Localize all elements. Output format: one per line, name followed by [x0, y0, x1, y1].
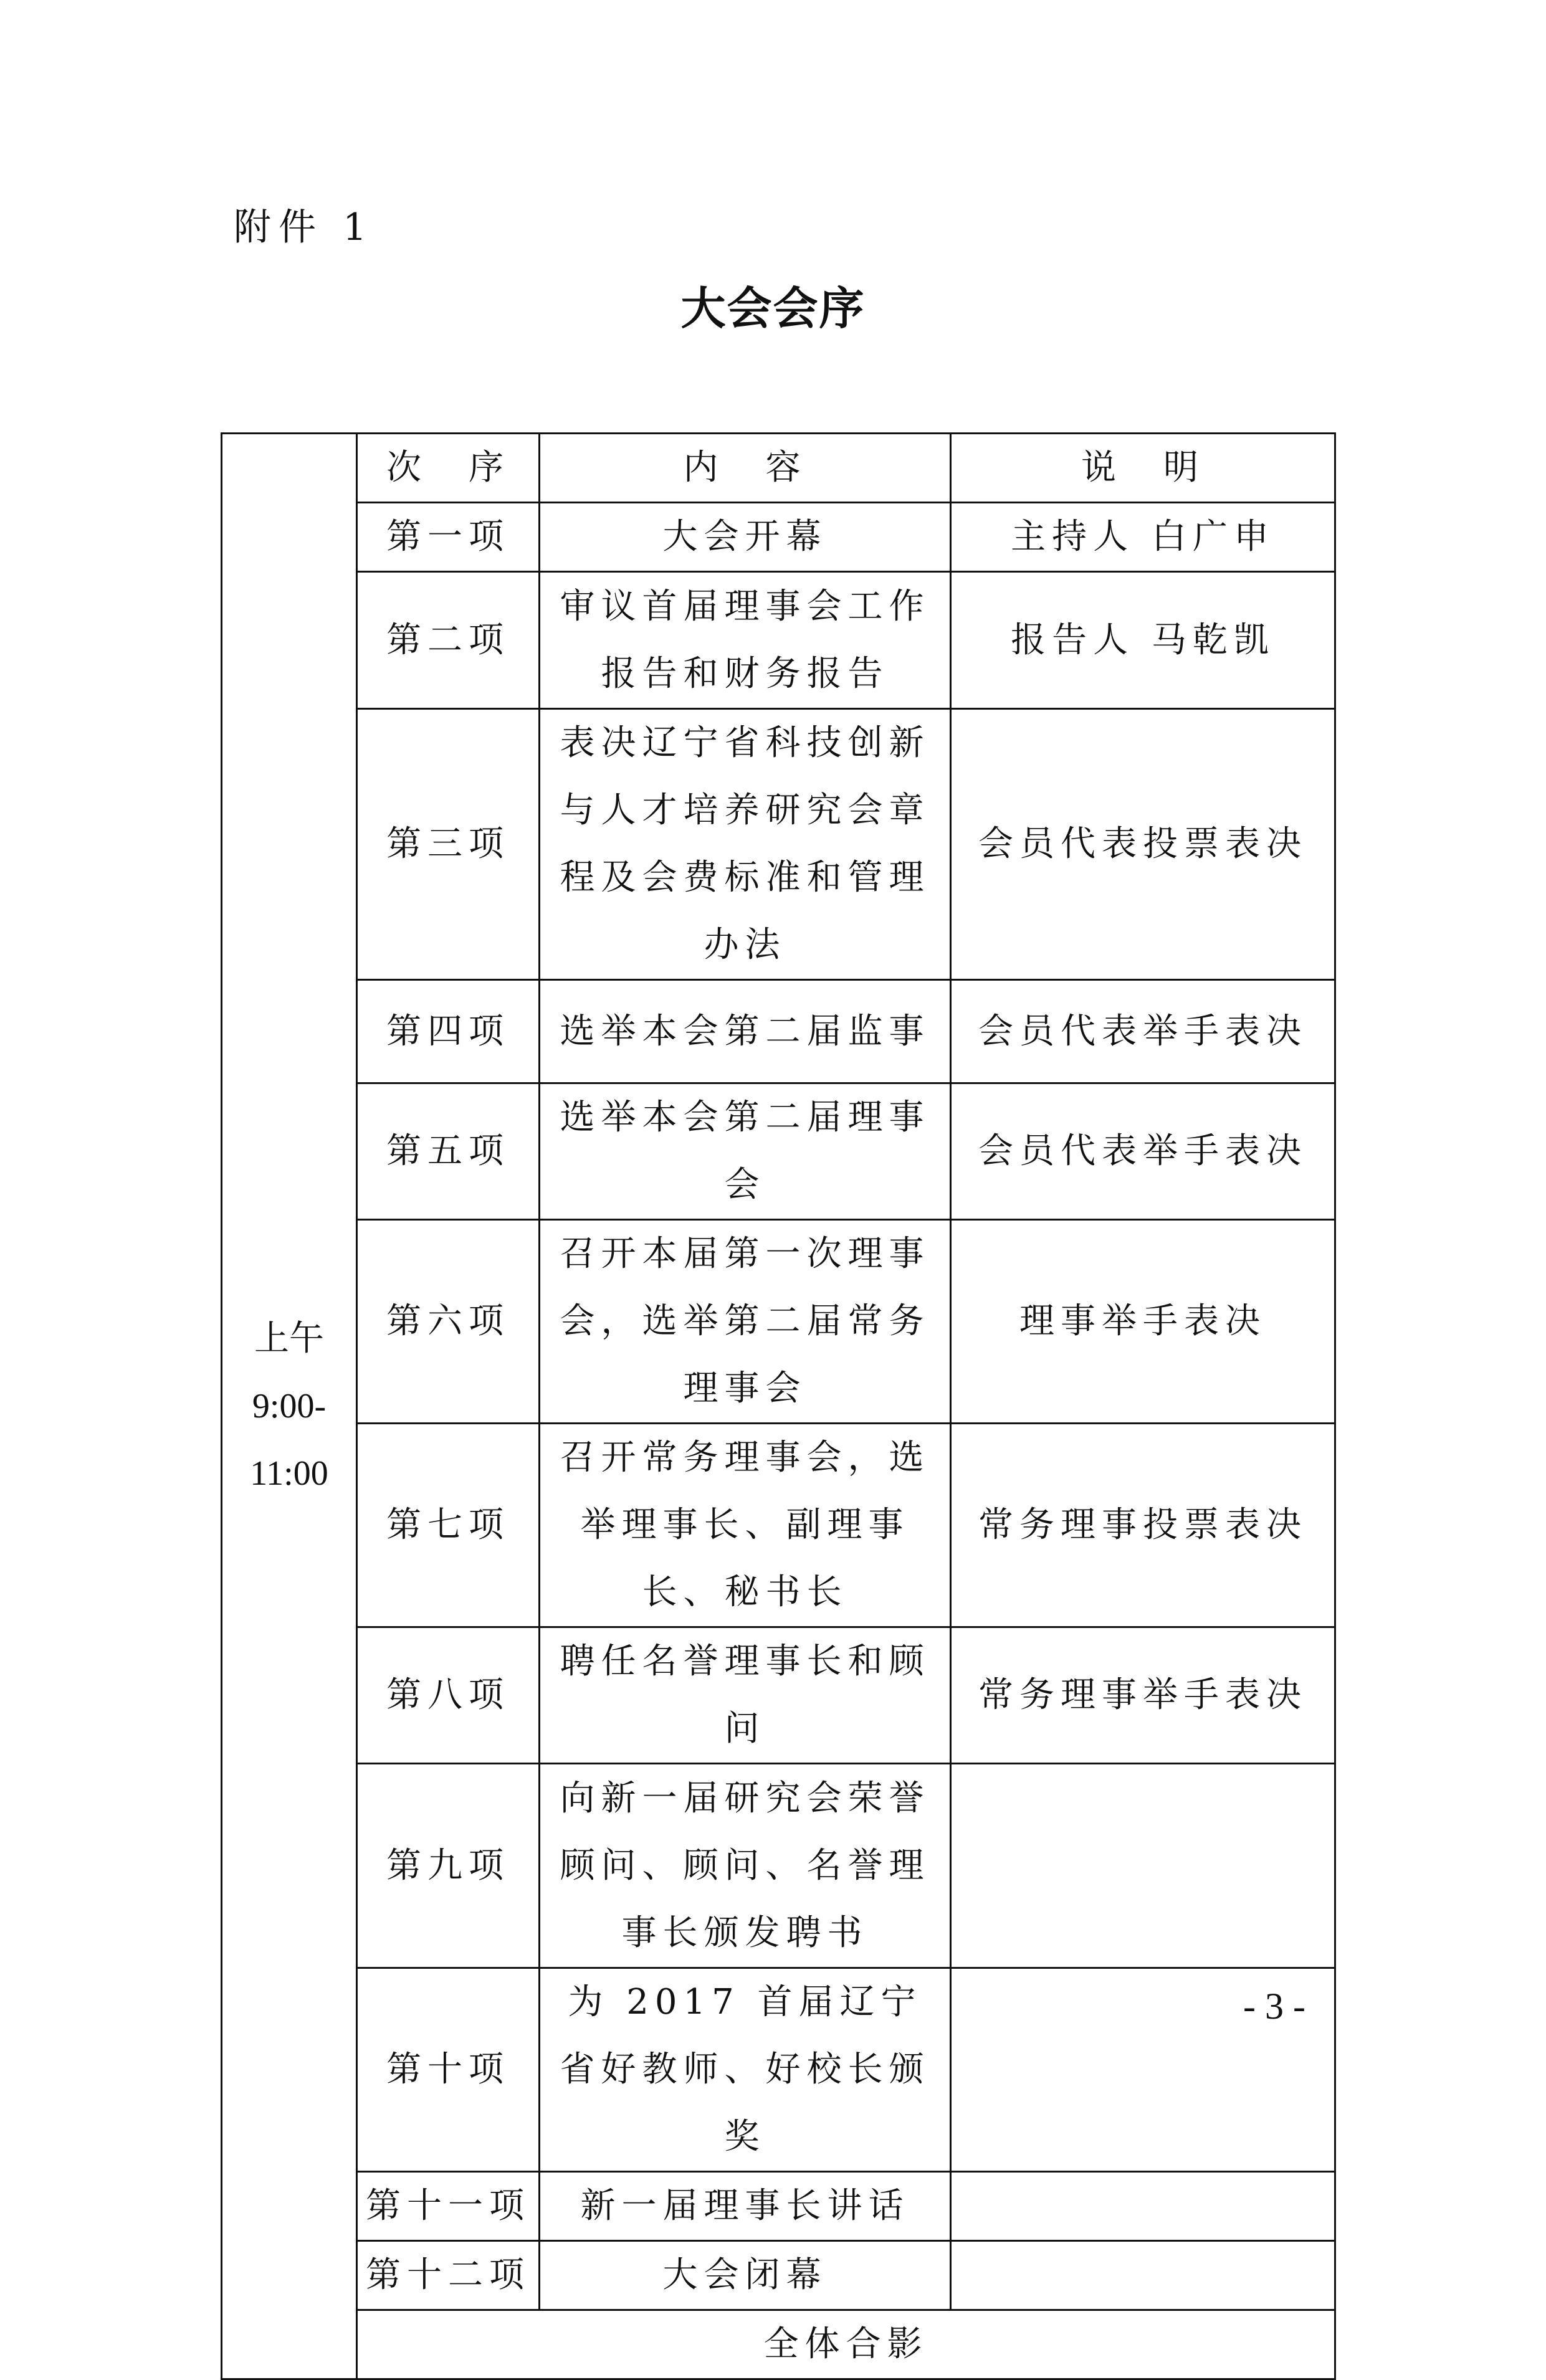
- table-row: [222, 2172, 1335, 2241]
- row-content: 为 2017 首届辽宁省好教师、好校长颁奖: [540, 1968, 951, 2172]
- table-row: [222, 503, 1335, 572]
- row-note: 主持人 白广申: [951, 503, 1335, 572]
- table-row: [222, 2241, 1335, 2310]
- row-content: 表决辽宁省科技创新与人才培养研究会章程及会费标准和管理办法: [540, 709, 951, 980]
- row-content: 向新一届研究会荣誉顾问、顾问、名誉理事长颁发聘书: [540, 1764, 951, 1968]
- row-note: 常务理事举手表决: [951, 1627, 1335, 1764]
- table-row: [222, 980, 1335, 1083]
- document-title: 大会会序: [680, 282, 866, 335]
- table-row: [222, 1220, 1335, 1424]
- page-number: - 3 -: [1243, 1986, 1305, 2027]
- row-content: 选举本会第二届理事会: [540, 1083, 951, 1220]
- row-note: [951, 2241, 1335, 2310]
- table-row: [222, 1968, 1335, 2172]
- row-note: 会员代表举手表决: [951, 1083, 1335, 1220]
- row-order: 第十二项: [357, 2241, 540, 2310]
- row-order: 第一项: [357, 503, 540, 572]
- row-content: 聘任名誉理事长和顾问: [540, 1627, 951, 1764]
- row-order: 第五项: [357, 1083, 540, 1220]
- row-content: 选举本会第二届监事: [540, 980, 951, 1083]
- table-row: [222, 1424, 1335, 1627]
- table-row: [222, 1083, 1335, 1220]
- header-order: 次 序: [357, 434, 540, 503]
- table-row: [222, 709, 1335, 980]
- header-content: 内 容: [540, 434, 951, 503]
- row-note: 常务理事投票表决: [951, 1424, 1335, 1627]
- row-content: 大会闭幕: [540, 2241, 951, 2310]
- header-note: 说 明: [951, 434, 1335, 503]
- table-row: [222, 572, 1335, 709]
- row-order: 第八项: [357, 1627, 540, 1764]
- row-note: 理事举手表决: [951, 1220, 1335, 1424]
- row-content: 新一届理事长讲话: [540, 2172, 951, 2241]
- row-note: 会员代表投票表决: [951, 709, 1335, 980]
- table-footer-row: [222, 2310, 1335, 2379]
- row-order: 第六项: [357, 1220, 540, 1424]
- row-content: 召开本届第一次理事会，选举第二届常务理事会: [540, 1220, 951, 1424]
- table-row: [222, 1627, 1335, 1764]
- session-time-cell: 上午 9:00- 11:00: [222, 434, 357, 2379]
- row-order: 第十一项: [357, 2172, 540, 2241]
- attachment-label: 附件 1: [234, 206, 375, 249]
- row-order: 第十项: [357, 1968, 540, 2172]
- row-note: [951, 1764, 1335, 1968]
- group-photo-cell: 全体合影: [357, 2310, 1335, 2379]
- row-note: 报告人 马乾凯: [951, 572, 1335, 709]
- row-content: 审议首届理事会工作报告和财务报告: [540, 572, 951, 709]
- row-note: 会员代表举手表决: [951, 980, 1335, 1083]
- table-header-row: [222, 434, 1335, 503]
- agenda-table: [221, 432, 1336, 2380]
- row-order: 第七项: [357, 1424, 540, 1627]
- row-content: 大会开幕: [540, 503, 951, 572]
- row-order: 第三项: [357, 709, 540, 980]
- table-row: [222, 1764, 1335, 1968]
- row-content: 召开常务理事会，选举理事长、副理事长、秘书长: [540, 1424, 951, 1627]
- row-order: 第二项: [357, 572, 540, 709]
- row-note: [951, 2172, 1335, 2241]
- row-order: 第四项: [357, 980, 540, 1083]
- row-order: 第九项: [357, 1764, 540, 1968]
